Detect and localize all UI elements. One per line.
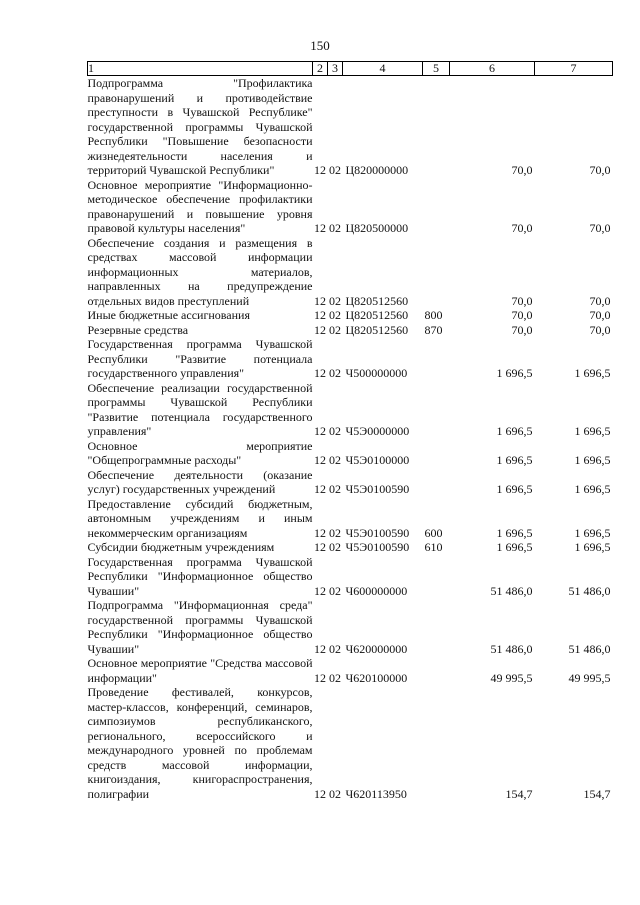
row-amount-1: 70,0: [511, 221, 533, 235]
row-subsection: 02: [329, 482, 341, 496]
row-amount-1: 70,0: [511, 308, 533, 322]
row-subsection: 02: [329, 525, 341, 540]
table-row: [88, 555, 613, 599]
table-row: [88, 323, 613, 338]
row-name: Основное мероприятие "Информационно-методическое обеспечение профилактики правонарушений и повышение уровня правовой культуры населения": [87, 177, 313, 235]
row-subsection: 02: [329, 786, 341, 801]
page-number: 150: [310, 38, 330, 53]
row-expense-type: [423, 685, 450, 801]
row-name: Подпрограмма "Информационная среда" государственной программы Чувашской Республики "Информационное общество Чувашии": [87, 598, 313, 656]
row-expense-type: [423, 337, 450, 381]
row-target-code: Ч5Э0100590: [345, 525, 410, 540]
row-amount-2: 49 995,5: [568, 670, 611, 685]
row-name: Обеспечение деятельности (оказание услуг) государственных учреждений: [87, 467, 313, 496]
table-row: [88, 468, 613, 497]
table-row: [88, 598, 613, 656]
row-expense-type: [423, 555, 450, 599]
row-expense-type: 800: [424, 308, 443, 322]
row-section: 12: [314, 670, 326, 685]
header-col-4: 4: [343, 62, 423, 76]
row-section: 12: [314, 163, 326, 177]
row-amount-1: 70,0: [511, 293, 533, 308]
row-target-code: Ч5Э0100590: [345, 482, 410, 496]
table-row: [88, 497, 613, 541]
row-section: 12: [314, 366, 326, 380]
row-expense-type: [423, 381, 450, 439]
table-row: [88, 540, 613, 555]
row-target-code: Ч5Э0000000: [345, 424, 410, 438]
row-name: Государственная программа Чувашской Республики "Информационное общество Чувашии": [87, 554, 313, 598]
header-col-2: 2: [313, 62, 328, 76]
row-subsection: 02: [329, 641, 341, 656]
table-row: [88, 178, 613, 236]
row-subsection: 02: [329, 163, 341, 177]
row-name: Государственная программа Чувашской Республики "Развитие потенциала государственного управления": [87, 337, 313, 380]
header-col-3: 3: [328, 62, 343, 76]
row-expense-type: 610: [424, 540, 443, 554]
row-name: Иные бюджетные ассигнования: [87, 308, 250, 322]
row-amount-1: 70,0: [511, 163, 533, 177]
row-section: 12: [314, 482, 326, 496]
row-target-code: Ч600000000: [345, 583, 408, 598]
row-subsection: 02: [329, 308, 341, 322]
table-row: [88, 685, 613, 801]
row-amount-2: 1 696,5: [574, 525, 611, 540]
row-name: Подпрограмма "Профилактика правонарушений и противодействие преступности в Чувашской Республике" государственной программы Чувашской Республики "Повышение безопасности жизнедеятельности населения и территорий Чувашской Республики": [87, 76, 313, 177]
row-expense-type: [423, 656, 450, 685]
header-col-1: 1: [88, 62, 313, 76]
row-subsection: 02: [329, 366, 341, 380]
row-amount-1: 154,7: [505, 786, 533, 801]
row-amount-2: 154,7: [583, 786, 611, 801]
table-row: [88, 337, 613, 381]
row-target-code: Ц820512560: [345, 322, 409, 337]
row-subsection: 02: [329, 670, 341, 685]
row-amount-1: 1 696,5: [496, 453, 533, 467]
row-expense-type: [423, 178, 450, 236]
row-amount-2: 1 696,5: [574, 424, 611, 438]
table-row: [88, 308, 613, 323]
row-expense-type: 600: [424, 525, 443, 540]
budget-table: [87, 61, 613, 801]
row-section: 12: [314, 293, 326, 308]
row-subsection: 02: [329, 322, 341, 337]
header-col-7: 7: [535, 62, 613, 76]
row-amount-1: 51 486,0: [490, 641, 533, 656]
row-amount-2: 1 696,5: [574, 453, 611, 467]
row-subsection: 02: [329, 540, 341, 554]
header-col-5: 5: [423, 62, 450, 76]
row-subsection: 02: [329, 583, 341, 598]
row-section: 12: [314, 221, 326, 235]
row-amount-2: 70,0: [589, 308, 611, 322]
row-section: 12: [314, 583, 326, 598]
row-amount-2: 51 486,0: [568, 583, 611, 598]
row-subsection: 02: [329, 221, 341, 235]
row-subsection: 02: [329, 453, 341, 467]
row-amount-1: 49 995,5: [490, 670, 533, 685]
row-amount-2: 1 696,5: [574, 366, 611, 380]
row-target-code: Ч5Э0100590: [345, 540, 410, 554]
row-expense-type: 870: [424, 322, 443, 337]
row-name: Резервные средства: [87, 322, 189, 337]
row-expense-type: [423, 236, 450, 309]
row-amount-1: 1 696,5: [496, 482, 533, 496]
table-row: [88, 656, 613, 685]
row-amount-2: 1 696,5: [574, 482, 611, 496]
table-row: [88, 76, 613, 178]
row-amount-1: 51 486,0: [490, 583, 533, 598]
row-amount-2: 70,0: [589, 322, 611, 337]
row-name: Субсидии бюджетным учреждениям: [87, 540, 275, 554]
row-expense-type: [423, 76, 450, 178]
row-section: 12: [314, 525, 326, 540]
row-subsection: 02: [329, 293, 341, 308]
row-section: 12: [314, 308, 326, 322]
table-row: [88, 381, 613, 439]
row-section: 12: [314, 453, 326, 467]
row-amount-1: 70,0: [511, 322, 533, 337]
row-section: 12: [314, 322, 326, 337]
row-section: 12: [314, 540, 326, 554]
row-amount-2: 70,0: [589, 221, 611, 235]
row-amount-1: 1 696,5: [496, 540, 533, 554]
table-row: [88, 439, 613, 468]
row-name: Основное мероприятие "Средства массовой информации": [87, 656, 313, 685]
row-target-code: Ч500000000: [345, 366, 408, 380]
row-target-code: Ц820512560: [345, 293, 409, 308]
row-name: Основное мероприятие "Общепрограммные расходы": [87, 438, 313, 467]
row-section: 12: [314, 424, 326, 438]
row-amount-2: 1 696,5: [574, 540, 611, 554]
row-target-code: Ч620113950: [345, 786, 407, 801]
table-row: [88, 236, 613, 309]
row-expense-type: [423, 598, 450, 656]
row-amount-1: 1 696,5: [496, 525, 533, 540]
row-target-code: Ц820512560: [345, 308, 409, 322]
row-target-code: Ч620100000: [345, 670, 408, 685]
row-amount-1: 1 696,5: [496, 424, 533, 438]
row-expense-type: [423, 439, 450, 468]
row-amount-2: 51 486,0: [568, 641, 611, 656]
row-section: 12: [314, 641, 326, 656]
row-subsection: 02: [329, 424, 341, 438]
row-name: Обеспечение создания и размещения в средствах массовой информации информационных материалов, направленных на предупреждение отдельных видов преступлений: [87, 235, 313, 308]
row-target-code: Ч620000000: [345, 641, 408, 656]
table-header-row: [88, 62, 613, 76]
row-amount-1: 1 696,5: [496, 366, 533, 380]
row-name: Проведение фестивалей, конкурсов, мастер-классов, конференций, семинаров, симпозиумов республиканского, регионального, всероссийского и международного уровней по проблемам средств массовой информации, книгоиздания, книгораспространения, полиграфии: [87, 685, 313, 801]
row-amount-2: 70,0: [589, 163, 611, 177]
row-amount-2: 70,0: [589, 293, 611, 308]
row-target-code: Ч5Э0100000: [345, 453, 410, 467]
row-target-code: Ц820000000: [345, 163, 409, 177]
row-target-code: Ц820500000: [345, 221, 409, 235]
row-expense-type: [423, 468, 450, 497]
header-col-6: 6: [450, 62, 535, 76]
row-name: Предоставление субсидий бюджетным, автономным учреждениям и иным некоммерческим организациям: [87, 496, 313, 540]
row-name: Обеспечение реализации государственной программы Чувашской Республики "Развитие потенциала государственного управления": [87, 380, 313, 438]
row-section: 12: [314, 786, 326, 801]
